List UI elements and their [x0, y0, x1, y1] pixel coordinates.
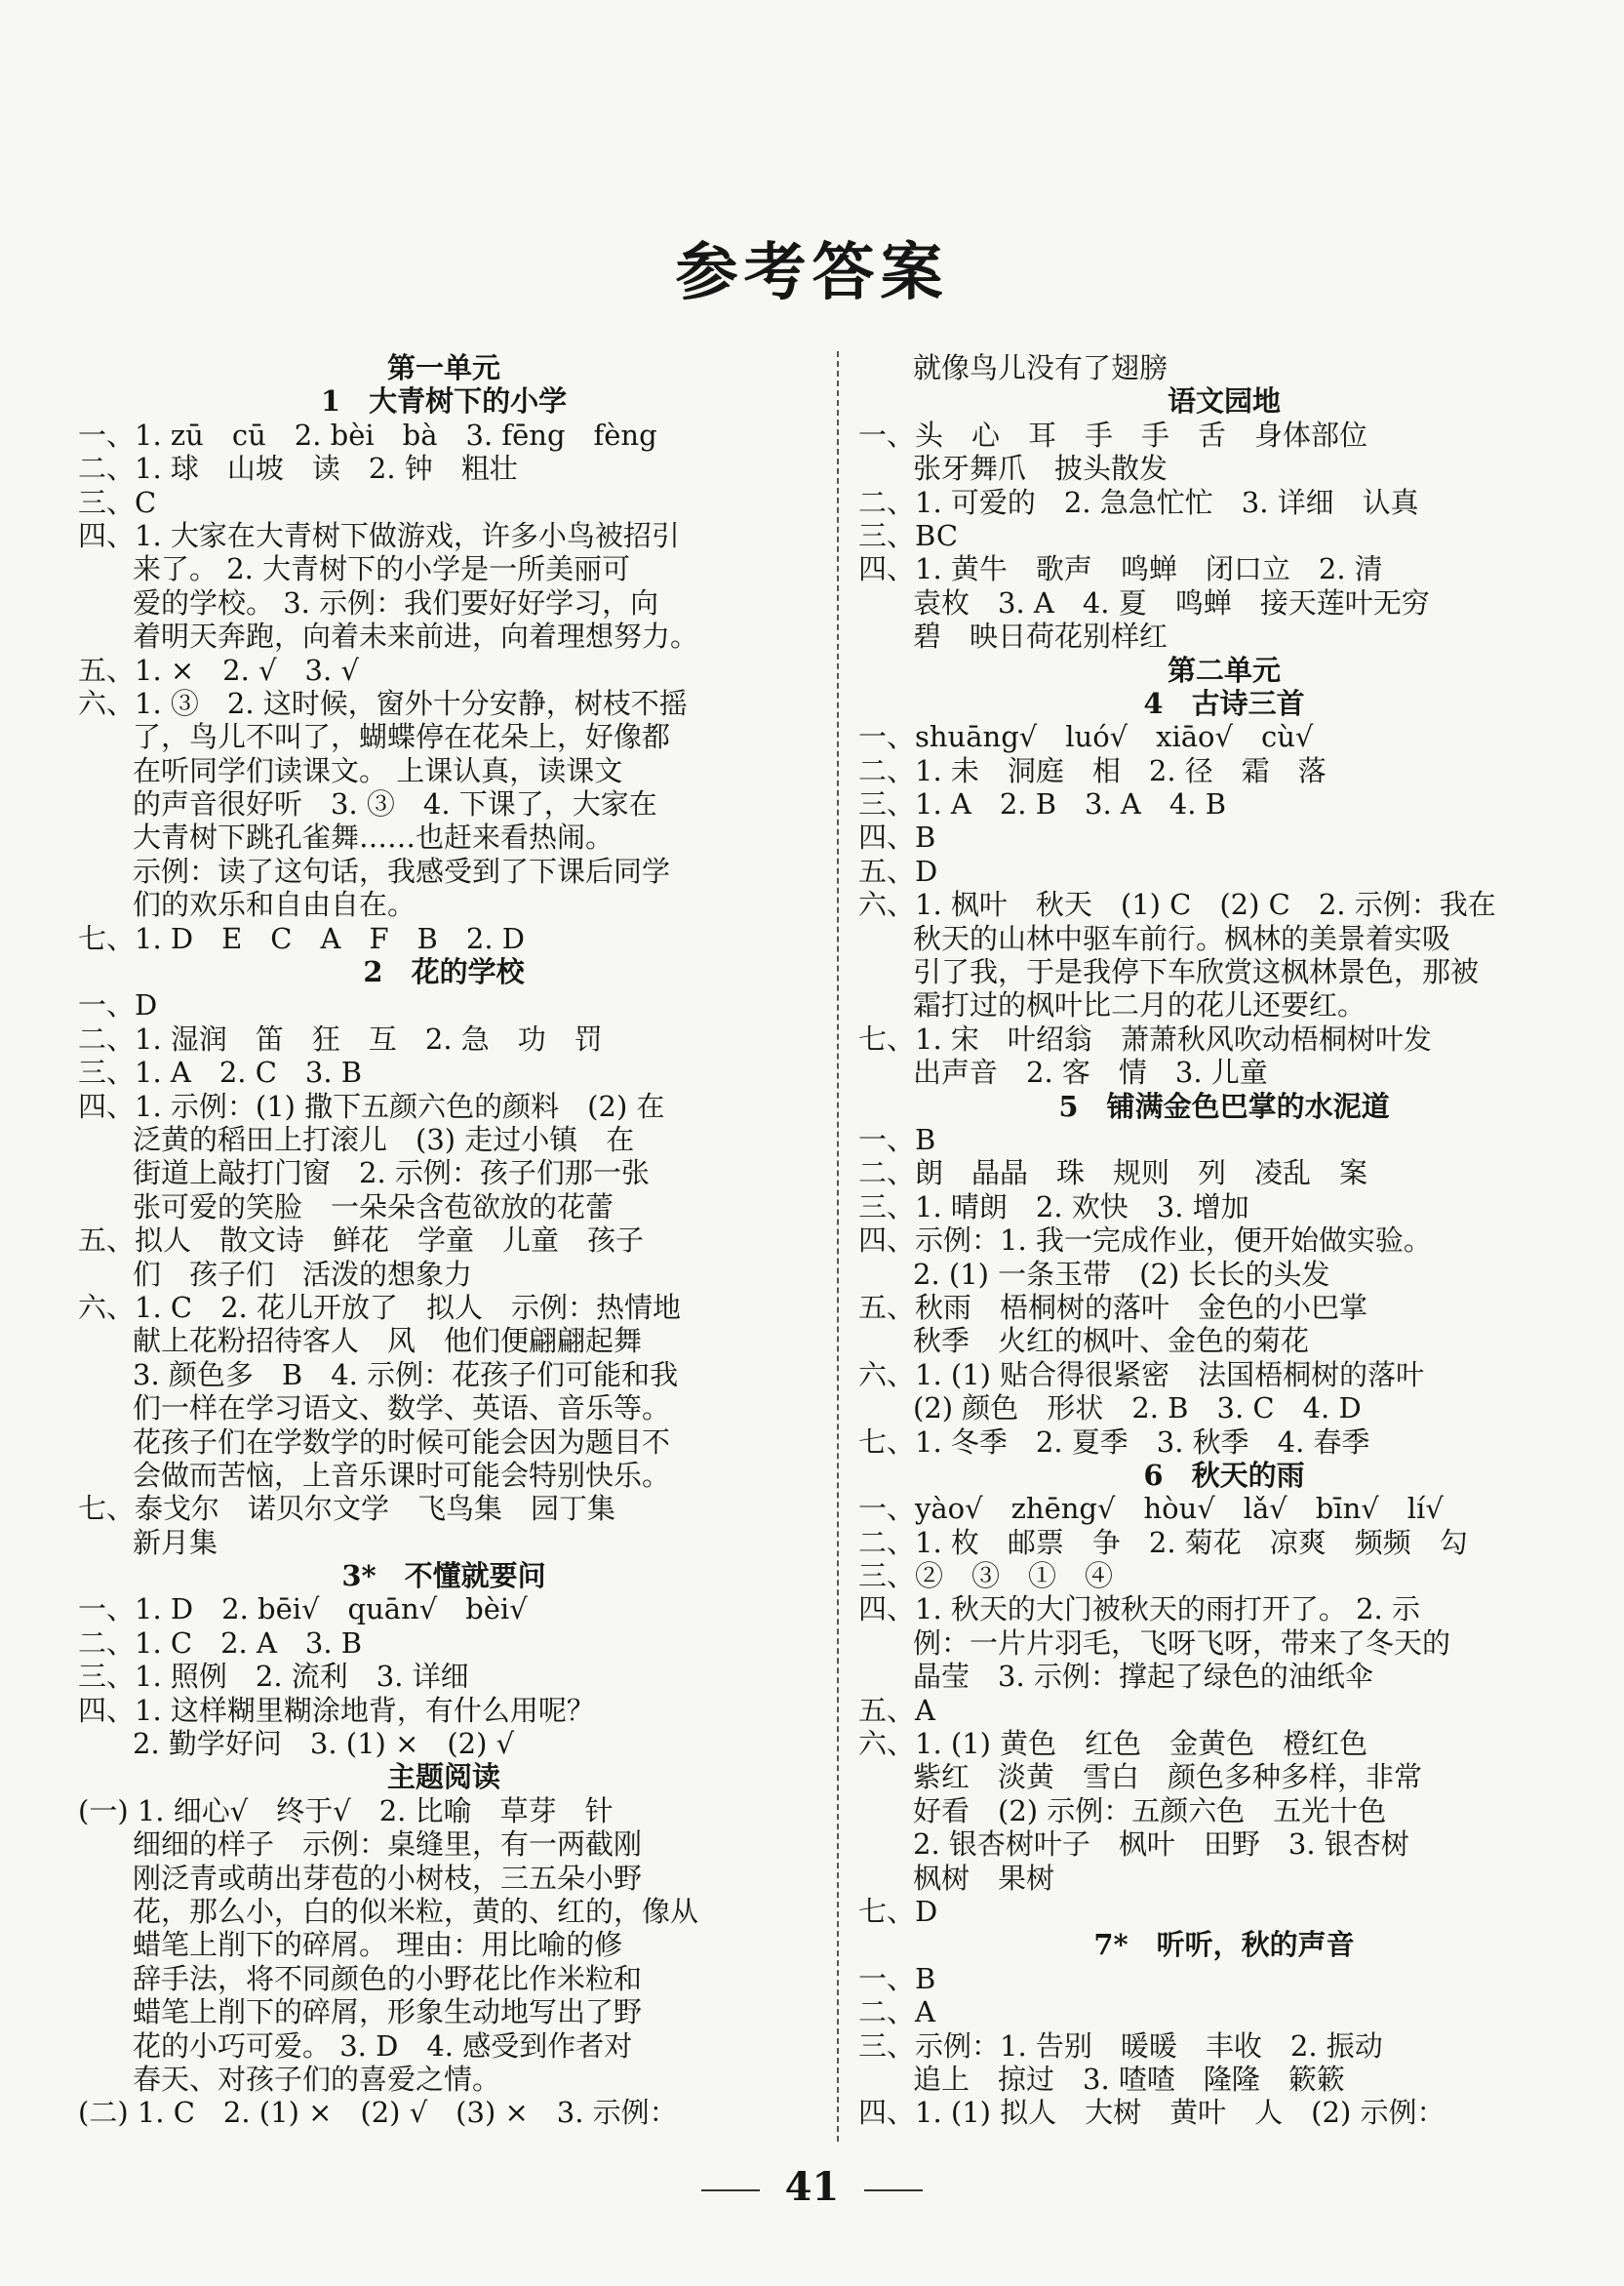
answer-line: 二、1. 枚 邮票 争 2. 菊花 凉爽 频频 勾	[858, 1525, 1468, 1559]
answer-line: (二) 1. C 2. (1) × (2) √ (3) × 3. 示例：	[78, 2096, 678, 2130]
column-divider	[837, 351, 839, 2142]
answer-line: 引了我，于是我停下车欣赏这枫林景色，那被	[913, 955, 1480, 989]
answer-line: 六、1. (1) 贴合得很紧密 法国梧桐树的落叶	[858, 1357, 1425, 1391]
answer-line: 辞手法，将不同颜色的小野花比作米粒和	[133, 1961, 643, 1995]
answer-line: 四、1. 这样糊里糊涂地背，有什么用呢？	[78, 1693, 595, 1727]
answer-line: 蜡笔上削下的碎屑，形象生动地写出了野	[133, 1995, 643, 2029]
answer-line: 们一样在学习语文、数学、英语、音乐等。	[133, 1391, 671, 1425]
page-number	[0, 2164, 1624, 2210]
answer-line: 霜打过的枫叶比二月的花儿还要红。	[913, 988, 1367, 1023]
section-heading: 语文园地	[1167, 384, 1281, 419]
answer-line: 一、D	[78, 988, 158, 1023]
answer-line: 会做而苦恼，上音乐课时可能会特别快乐。	[133, 1458, 671, 1492]
answer-line: 花孩子们在学数学的时候可能会因为题目不	[133, 1424, 671, 1459]
answer-line: 秋季 火红的枫叶、金色的菊花	[913, 1324, 1310, 1358]
answer-line: 四、1. 大家在大青树下做游戏，许多小鸟被招引	[78, 518, 680, 552]
answer-line: 一、头 心 耳 手 手 舌 身体部位	[858, 418, 1368, 452]
answer-line: 三、1. 照例 2. 流利 3. 详细	[78, 1660, 469, 1694]
answer-line: 二、1. 可爱的 2. 急急忙忙 3. 详细 认真	[858, 485, 1419, 519]
answer-line: 三、1. A 2. B 3. A 4. B	[858, 787, 1227, 822]
answer-line: 泛黄的稻田上打滚儿 (3) 走过小镇 在	[133, 1122, 635, 1156]
answer-line: 五、D	[858, 854, 938, 888]
answer-line: 一、B	[858, 1122, 936, 1156]
answer-line: 六、1. 枫叶 秋天 (1) C (2) C 2. 示例：我在	[858, 888, 1496, 922]
answer-line: 二、1. 未 洞庭 相 2. 径 霜 落	[858, 753, 1327, 787]
answer-line: 来了。 2. 大青树下的小学是一所美丽可	[133, 552, 631, 586]
answer-line: 们 孩子们 活泼的想象力	[133, 1257, 473, 1291]
section-heading: 2 花的学校	[363, 955, 525, 989]
answer-line: 示例：读了这句话，我感受到了下课后同学	[133, 854, 671, 888]
answer-line: 二、1. 湿润 笛 狂 互 2. 急 功 罚	[78, 1022, 603, 1056]
section-heading: 5 铺满金色巴掌的水泥道	[1058, 1089, 1390, 1123]
answer-line: 追上 掠过 3. 喳喳 隆隆 簌簌	[913, 2062, 1345, 2096]
answer-line: 五、秋雨 梧桐树的落叶 金色的小巴掌	[858, 1290, 1368, 1324]
answer-line: 花的小巧可爱。 3. D 4. 感受到作者对	[133, 2028, 633, 2063]
answer-line: 秋天的山林中驱车前行。枫林的美景着实吸	[913, 921, 1451, 955]
section-heading: 3* 不懂就要问	[341, 1559, 546, 1593]
right-answer-column	[858, 351, 1590, 2130]
answer-line: 四、1. (1) 拟人 大树 黄叶 人 (2) 示例：	[858, 2096, 1446, 2130]
answer-line: 三、C	[78, 485, 157, 519]
page-number-dash-left	[701, 2189, 760, 2191]
answer-line: 街道上敲打门窗 2. 示例：孩子们那一张	[133, 1156, 650, 1190]
answer-line: 三、示例：1. 告别 暖暖 丰收 2. 振动	[858, 2028, 1383, 2063]
answer-line: 五、拟人 散文诗 鲜花 学童 儿童 孩子	[78, 1223, 645, 1258]
answer-line: 晶莹 3. 示例：撑起了绿色的油纸伞	[913, 1660, 1373, 1694]
answer-line: 就像鸟儿没有了翅膀	[913, 351, 1168, 384]
answer-line: 花，那么小，白的似米粒，黄的、红的，像从	[133, 1894, 699, 1928]
answer-line: (2) 颜色 形状 2. B 3. C 4. D	[913, 1391, 1362, 1425]
section-heading: 主题阅读	[386, 1760, 500, 1794]
answer-line: 三、1. 晴朗 2. 欢快 3. 增加	[858, 1189, 1249, 1223]
answer-line: 碧 映日荷花别样红	[913, 620, 1168, 654]
answer-line: 二、1. 球 山坡 读 2. 钟 粗壮	[78, 452, 518, 486]
answer-line: 例：一片片羽毛，飞呀飞呀，带来了冬天的	[913, 1625, 1451, 1660]
answer-line: 七、泰戈尔 诺贝尔文学 飞鸟集 园丁集	[78, 1492, 616, 1526]
answer-line: 一、B	[858, 1961, 936, 1995]
left-answer-column	[78, 351, 810, 2130]
section-heading: 第二单元	[1167, 653, 1281, 687]
answer-line: 张可爱的笑脸 一朵朵含苞欲放的花蕾	[133, 1189, 614, 1223]
answer-line: 枫树 果树	[913, 1861, 1055, 1895]
answer-line: 大青树下跳孔雀舞……也赶来看热闹。	[133, 821, 614, 855]
answer-line: 三、1. A 2. C 3. B	[78, 1056, 363, 1090]
section-heading: 7* 听听，秋的声音	[1093, 1928, 1355, 1962]
answer-line: 一、shuāng√ luó√ xiāo√ cù√	[858, 720, 1314, 754]
answer-line: 张牙舞爪 披头散发	[913, 452, 1168, 486]
answer-line: 四、1. 黄牛 歌声 鸣蝉 闭口立 2. 清	[858, 552, 1383, 586]
answer-line: 三、② ③ ① ④	[858, 1559, 1114, 1593]
answer-line: 3. 颜色多 B 4. 示例：花孩子们可能和我	[133, 1357, 679, 1391]
answer-line: 七、1. 宋 叶绍翁 萧萧秋风吹动梧桐树叶发	[858, 1022, 1432, 1056]
answer-line: 五、1. × 2. √ 3. √	[78, 653, 359, 687]
answer-line: 紫红 淡黄 雪白 颜色多种多样，非常	[913, 1760, 1423, 1794]
answer-line: 一、yào√ zhēng√ hòu√ lǎ√ bīn√ lí√	[858, 1492, 1444, 1526]
answer-line: 2. (1) 一条玉带 (2) 长长的头发	[913, 1257, 1330, 1291]
answer-line: 好看 (2) 示例：五颜六色 五光十色	[913, 1793, 1387, 1827]
answer-line: 六、1. (1) 黄色 红色 金黄色 橙红色	[858, 1727, 1368, 1761]
answer-line: 新月集	[133, 1525, 218, 1559]
answer-line: 细细的样子 示例：桌缝里，有一两截刚	[133, 1827, 643, 1862]
answer-line: 爱的学校。 3. 示例：我们要好好学习，向	[133, 585, 659, 620]
answer-line: 出声音 2. 客 情 3. 儿童	[913, 1056, 1268, 1090]
answer-line: 六、1. C 2. 花儿开放了 拟人 示例：热情地	[78, 1290, 681, 1324]
section-heading: 6 秋天的雨	[1143, 1458, 1305, 1492]
answer-line: 2. 银杏树叶子 枫叶 田野 3. 银杏树	[913, 1827, 1409, 1862]
answer-line: 三、BC	[858, 518, 959, 552]
answer-line: 蜡笔上削下的碎屑。 理由：用比喻的修	[133, 1928, 623, 1962]
answer-line: 二、1. C 2. A 3. B	[78, 1625, 363, 1660]
answer-line: 七、1. D E C A F B 2. D	[78, 921, 526, 955]
answer-line: 在听同学们读课文。 上课认真，读课文	[133, 753, 623, 787]
answer-line: 春天、对孩子们的喜爱之情。	[133, 2062, 501, 2096]
answer-line: 四、1. 示例：(1) 撒下五颜六色的颜料 (2) 在	[78, 1089, 665, 1123]
answer-line: 一、1. zū cū 2. bèi bà 3. fēng fèng	[78, 418, 657, 452]
answer-line: 一、1. D 2. bēi√ quān√ bèi√	[78, 1592, 528, 1626]
page-number-value: 41	[784, 2164, 840, 2210]
answer-line: 刚泛青或萌出芽苞的小树枝，三五朵小野	[133, 1861, 643, 1895]
answer-line: 2. 勤学好问 3. (1) × (2) √	[133, 1727, 515, 1761]
answer-line: 二、A	[858, 1995, 935, 2029]
answer-line: 六、1. ③ 2. 这时候，窗外十分安静，树枝不摇	[78, 686, 688, 720]
section-heading: 1 大青树下的小学	[320, 384, 568, 419]
answer-line: 着明天奔跑，向着未来前进，向着理想努力。	[133, 620, 699, 654]
answer-line: 献上花粉招待客人 风 他们便翩翩起舞	[133, 1324, 643, 1358]
answer-line: 四、1. 秋天的大门被秋天的雨打开了。 2. 示	[858, 1592, 1420, 1626]
answer-line: 七、D	[858, 1894, 938, 1928]
answer-line: 的声音很好听 3. ③ 4. 下课了，大家在	[133, 787, 657, 822]
answer-line: (一) 1. 细心√ 终于√ 2. 比喻 草芽 针	[78, 1793, 614, 1827]
answer-line: 们的欢乐和自由自在。	[133, 888, 416, 922]
answer-line: 袁枚 3. A 4. 夏 鸣蝉 接天莲叶无穷	[913, 585, 1430, 620]
page-title: 参考答案	[675, 236, 949, 309]
answer-line: 七、1. 冬季 2. 夏季 3. 秋季 4. 春季	[858, 1424, 1370, 1459]
answer-line: 了，鸟儿不叫了，蝴蝶停在花朵上，好像都	[133, 720, 671, 754]
answer-line: 四、B	[858, 821, 936, 855]
answer-line: 四、示例：1. 我一完成作业，便开始做实验。	[858, 1223, 1432, 1258]
answer-line: 五、A	[858, 1693, 935, 1727]
section-heading: 4 古诗三首	[1143, 686, 1305, 720]
answer-line: 二、朗 晶晶 珠 规则 列 凌乱 案	[858, 1156, 1368, 1190]
page-number-dash-right	[864, 2189, 923, 2191]
section-heading: 第一单元	[386, 351, 500, 384]
